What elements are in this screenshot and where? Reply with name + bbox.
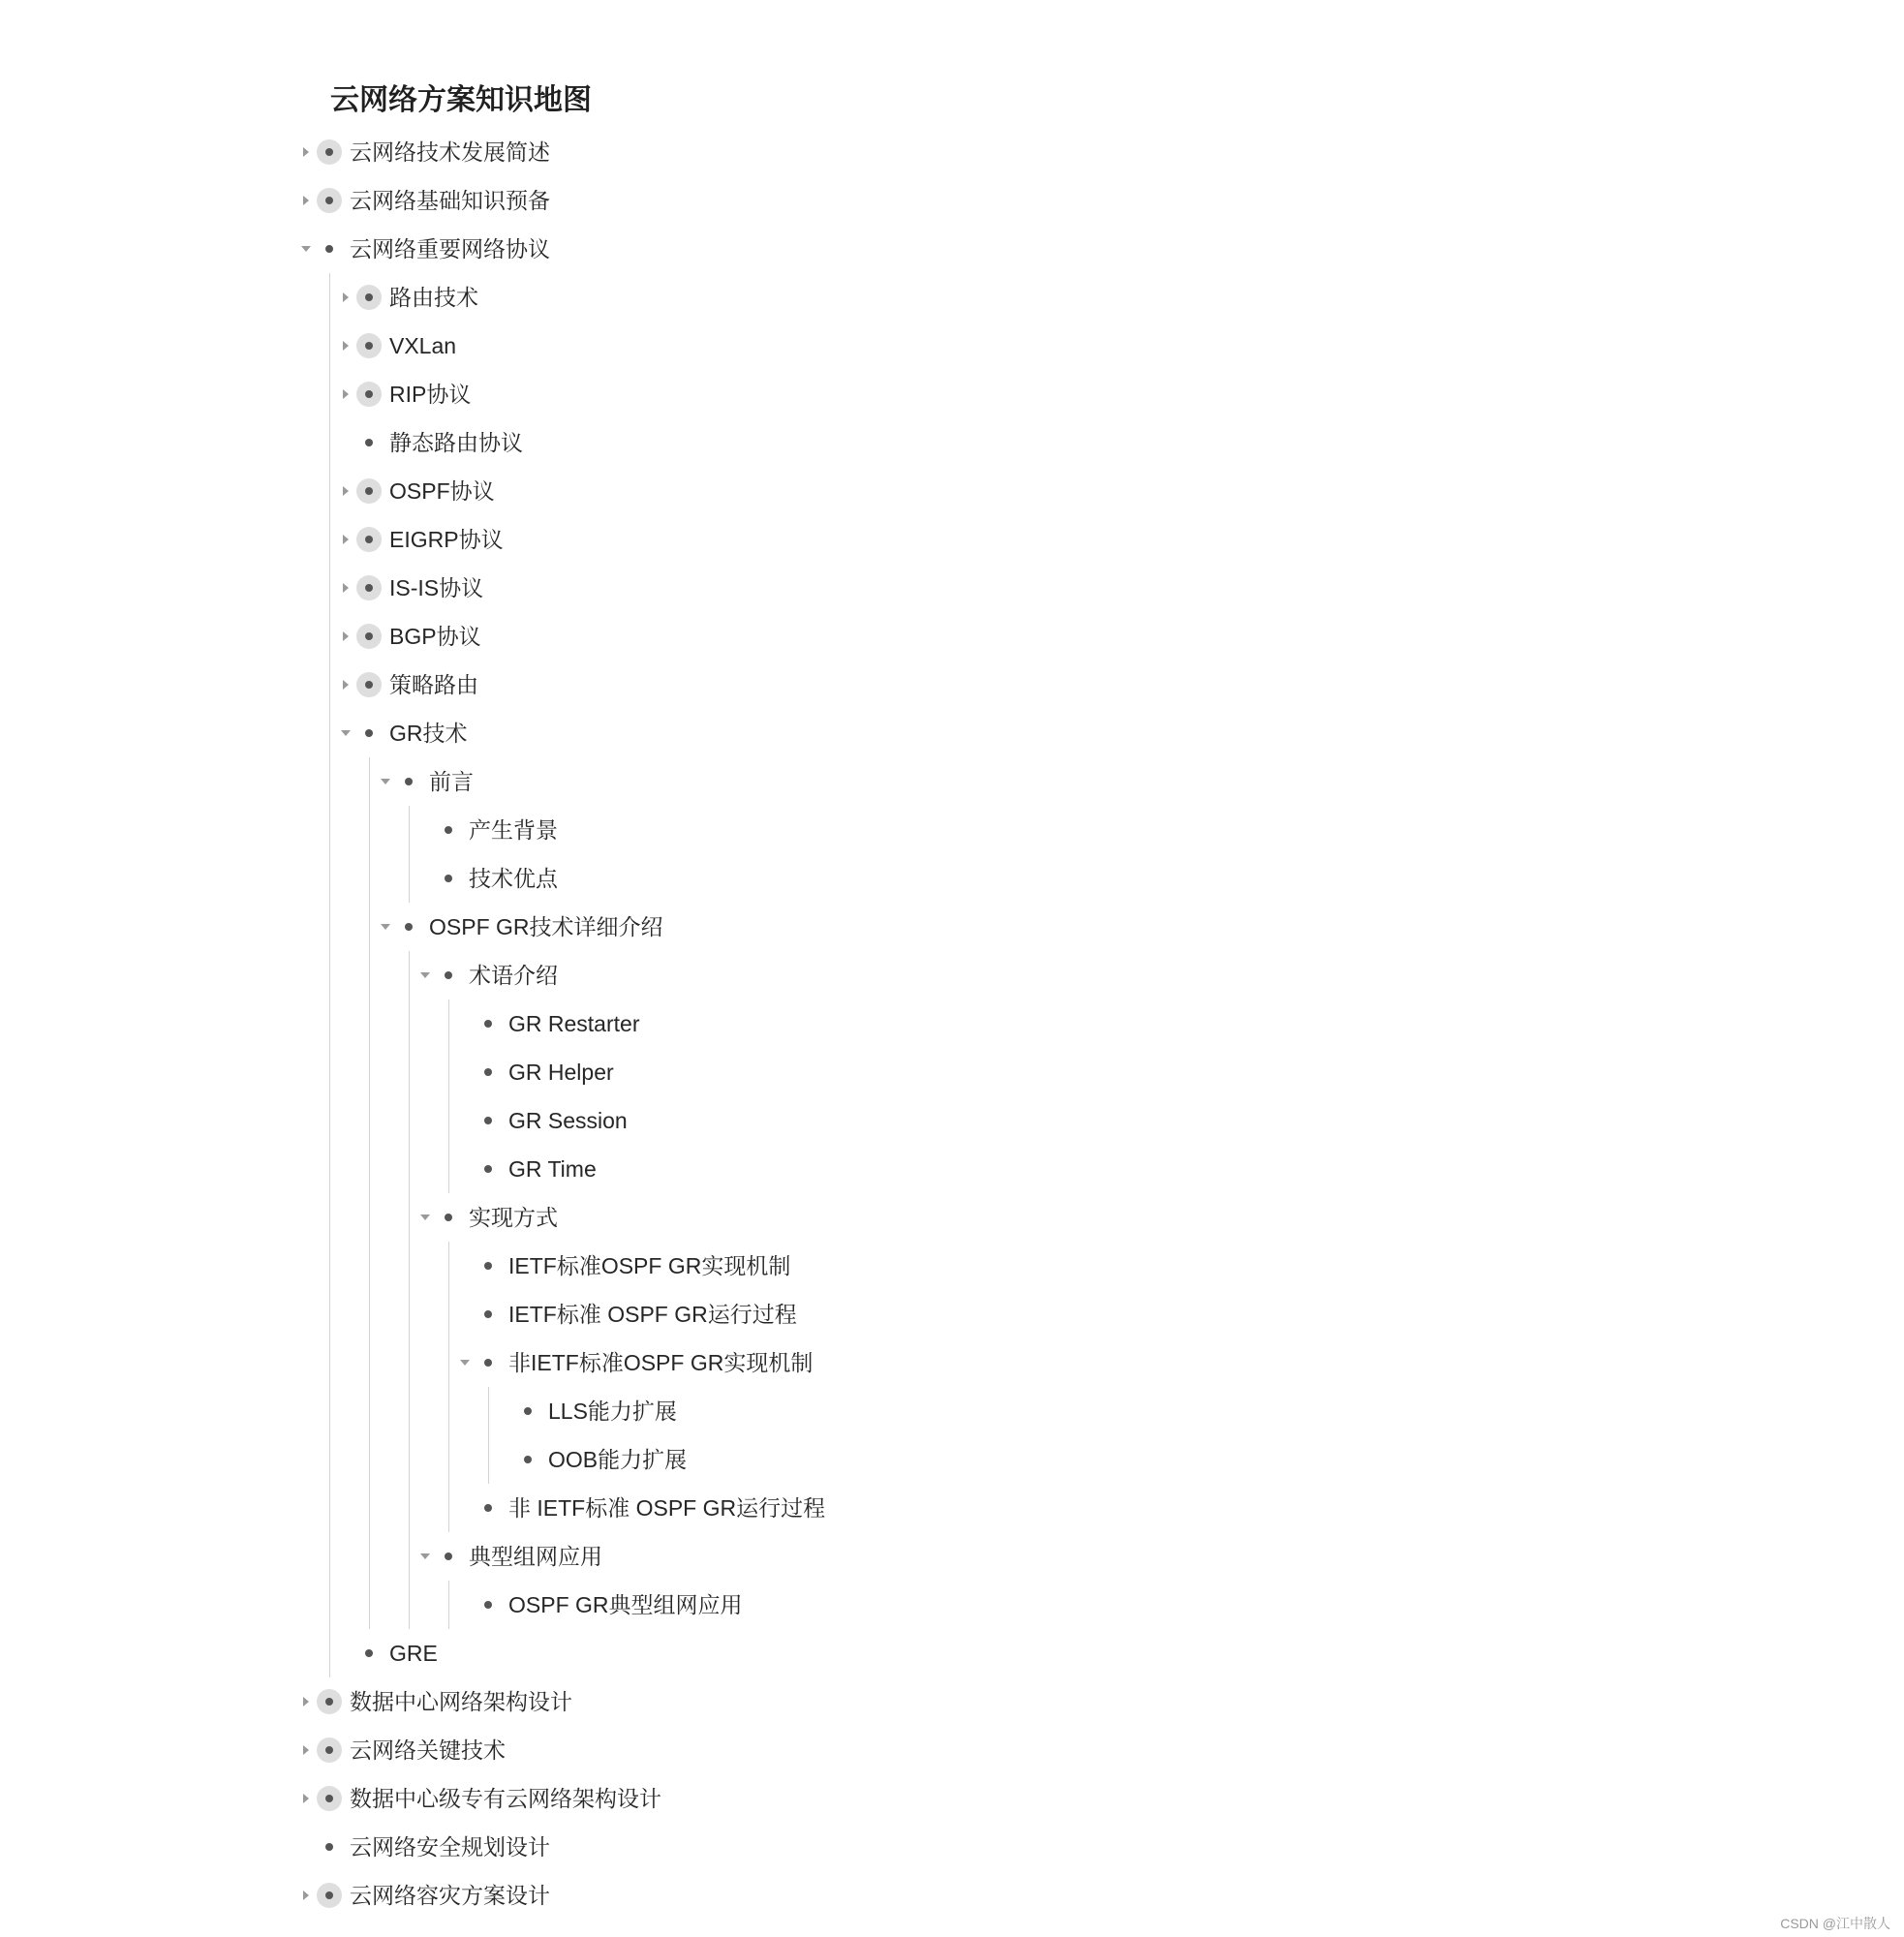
bullet-icon[interactable]	[356, 672, 382, 697]
bullet-icon[interactable]	[476, 1253, 501, 1278]
outline-item-label: 策略路由	[389, 672, 478, 697]
outline-item-label: 静态路由协议	[389, 430, 523, 455]
bullet-icon[interactable]	[476, 1108, 501, 1133]
caret-right-icon[interactable]	[300, 144, 312, 160]
outline-item-label: LLS能力扩展	[548, 1399, 677, 1424]
outline-item-label: IS-IS协议	[389, 575, 484, 600]
bullet-icon[interactable]	[476, 1060, 501, 1085]
bullet-icon[interactable]	[317, 236, 342, 261]
bullet-icon[interactable]	[436, 1205, 461, 1230]
outline-item-label: 云网络技术发展简述	[350, 139, 550, 165]
caret-down-icon[interactable]	[380, 774, 391, 789]
caret-down-icon[interactable]	[419, 1549, 431, 1564]
bullet-icon[interactable]	[356, 1641, 382, 1666]
caret-right-icon[interactable]	[340, 386, 352, 402]
bullet-icon[interactable]	[356, 624, 382, 649]
tree-guide-line	[448, 1242, 449, 1532]
watermark: CSDN @江中散人	[1780, 1916, 1890, 1931]
bullet-icon[interactable]	[317, 188, 342, 213]
tree-guide-line	[369, 757, 370, 1629]
bullet-icon[interactable]	[356, 382, 382, 407]
tree-guide-line	[409, 806, 410, 903]
bullet-icon[interactable]	[476, 1592, 501, 1617]
outline-item-label: RIP协议	[389, 382, 472, 407]
outline-item-label: 技术优点	[469, 866, 558, 891]
outline-item-label: OSPF GR典型组网应用	[508, 1592, 743, 1617]
bullet-icon[interactable]	[356, 527, 382, 552]
bullet-icon[interactable]	[436, 963, 461, 988]
bullet-icon[interactable]	[515, 1399, 540, 1424]
tree-guide-line	[448, 1581, 449, 1629]
bullet-icon[interactable]	[515, 1447, 540, 1472]
outline-item-label: VXLan	[389, 333, 457, 358]
tree-guide-line	[448, 999, 449, 1193]
bullet-icon[interactable]	[317, 1834, 342, 1860]
bullet-icon[interactable]	[436, 1544, 461, 1569]
bullet-icon[interactable]	[396, 769, 421, 794]
bullet-icon[interactable]	[356, 333, 382, 358]
outline-item-label: 非IETF标准OSPF GR实现机制	[508, 1350, 814, 1375]
bullet-icon[interactable]	[356, 430, 382, 455]
outline-item-label: 数据中心网络架构设计	[350, 1689, 572, 1714]
caret-down-icon[interactable]	[380, 919, 391, 935]
bullet-icon[interactable]	[317, 139, 342, 165]
outline-item-label: GRE	[389, 1641, 438, 1666]
bullet-icon[interactable]	[476, 1156, 501, 1182]
bullet-icon[interactable]	[476, 1495, 501, 1521]
caret-down-icon[interactable]	[340, 725, 352, 741]
outline-item-label: 云网络安全规划设计	[350, 1834, 550, 1860]
bullet-icon[interactable]	[356, 575, 382, 600]
bullet-icon[interactable]	[476, 1350, 501, 1375]
outline-item-label: GR技术	[389, 721, 468, 746]
bullet-icon[interactable]	[476, 1302, 501, 1327]
caret-right-icon[interactable]	[340, 532, 352, 547]
outline-item-label: 典型组网应用	[469, 1544, 602, 1569]
bullet-icon[interactable]	[396, 914, 421, 939]
outline-item-label: EIGRP协议	[389, 527, 504, 552]
outline-item-label: 数据中心级专有云网络架构设计	[350, 1786, 661, 1811]
outline-item-label: GR Restarter	[508, 1011, 640, 1036]
outline-item-label: 云网络基础知识预备	[350, 188, 550, 213]
caret-right-icon[interactable]	[340, 483, 352, 499]
bullet-icon[interactable]	[356, 285, 382, 310]
caret-down-icon[interactable]	[459, 1355, 471, 1370]
caret-right-icon[interactable]	[300, 1791, 312, 1806]
caret-down-icon[interactable]	[419, 1210, 431, 1225]
caret-right-icon[interactable]	[340, 290, 352, 305]
caret-right-icon[interactable]	[300, 193, 312, 208]
outline-item-label: 路由技术	[389, 285, 478, 310]
outline-item-label: 产生背景	[469, 817, 558, 843]
bullet-icon[interactable]	[317, 1737, 342, 1763]
bullet-icon[interactable]	[436, 866, 461, 891]
outline-item-label: 非 IETF标准 OSPF GR运行过程	[508, 1495, 826, 1521]
tree-guide-line	[329, 273, 330, 1677]
outline-item-label: 云网络容灾方案设计	[350, 1883, 550, 1908]
outline-item-label: 前言	[429, 769, 474, 794]
caret-down-icon[interactable]	[300, 241, 312, 257]
outline-item-label: 实现方式	[469, 1205, 558, 1230]
outline-item-label: GR Time	[508, 1156, 597, 1182]
outline-item-label: IETF标准OSPF GR实现机制	[508, 1253, 791, 1278]
outline-item-label: 术语介绍	[469, 963, 558, 988]
bullet-icon[interactable]	[436, 817, 461, 843]
tree-guide-line	[409, 951, 410, 1629]
caret-right-icon[interactable]	[300, 1694, 312, 1709]
outline-item-label: 云网络重要网络协议	[350, 236, 550, 261]
page-title: 云网络方案知识地图	[330, 84, 592, 116]
outline-item-label: GR Helper	[508, 1060, 614, 1085]
outline-item-label: OSPF协议	[389, 478, 495, 504]
outline-item-label: GR Session	[508, 1108, 628, 1133]
tree-guide-line	[488, 1387, 489, 1484]
caret-right-icon[interactable]	[300, 1742, 312, 1758]
caret-right-icon[interactable]	[340, 629, 352, 644]
caret-down-icon[interactable]	[419, 968, 431, 983]
bullet-icon[interactable]	[476, 1011, 501, 1036]
outline-item-label: OOB能力扩展	[548, 1447, 688, 1472]
caret-right-icon[interactable]	[300, 1888, 312, 1903]
caret-right-icon[interactable]	[340, 580, 352, 596]
outline-item-label: 云网络关键技术	[350, 1737, 506, 1763]
caret-right-icon[interactable]	[340, 677, 352, 692]
bullet-icon[interactable]	[356, 721, 382, 746]
caret-right-icon[interactable]	[340, 338, 352, 354]
bullet-icon[interactable]	[317, 1689, 342, 1714]
bullet-icon[interactable]	[317, 1883, 342, 1908]
outline-item-label: BGP协议	[389, 624, 481, 649]
outline-item-label: OSPF GR技术详细介绍	[429, 914, 663, 939]
outline-item-label: IETF标准 OSPF GR运行过程	[508, 1302, 797, 1327]
bullet-icon[interactable]	[356, 478, 382, 504]
bullet-icon[interactable]	[317, 1786, 342, 1811]
